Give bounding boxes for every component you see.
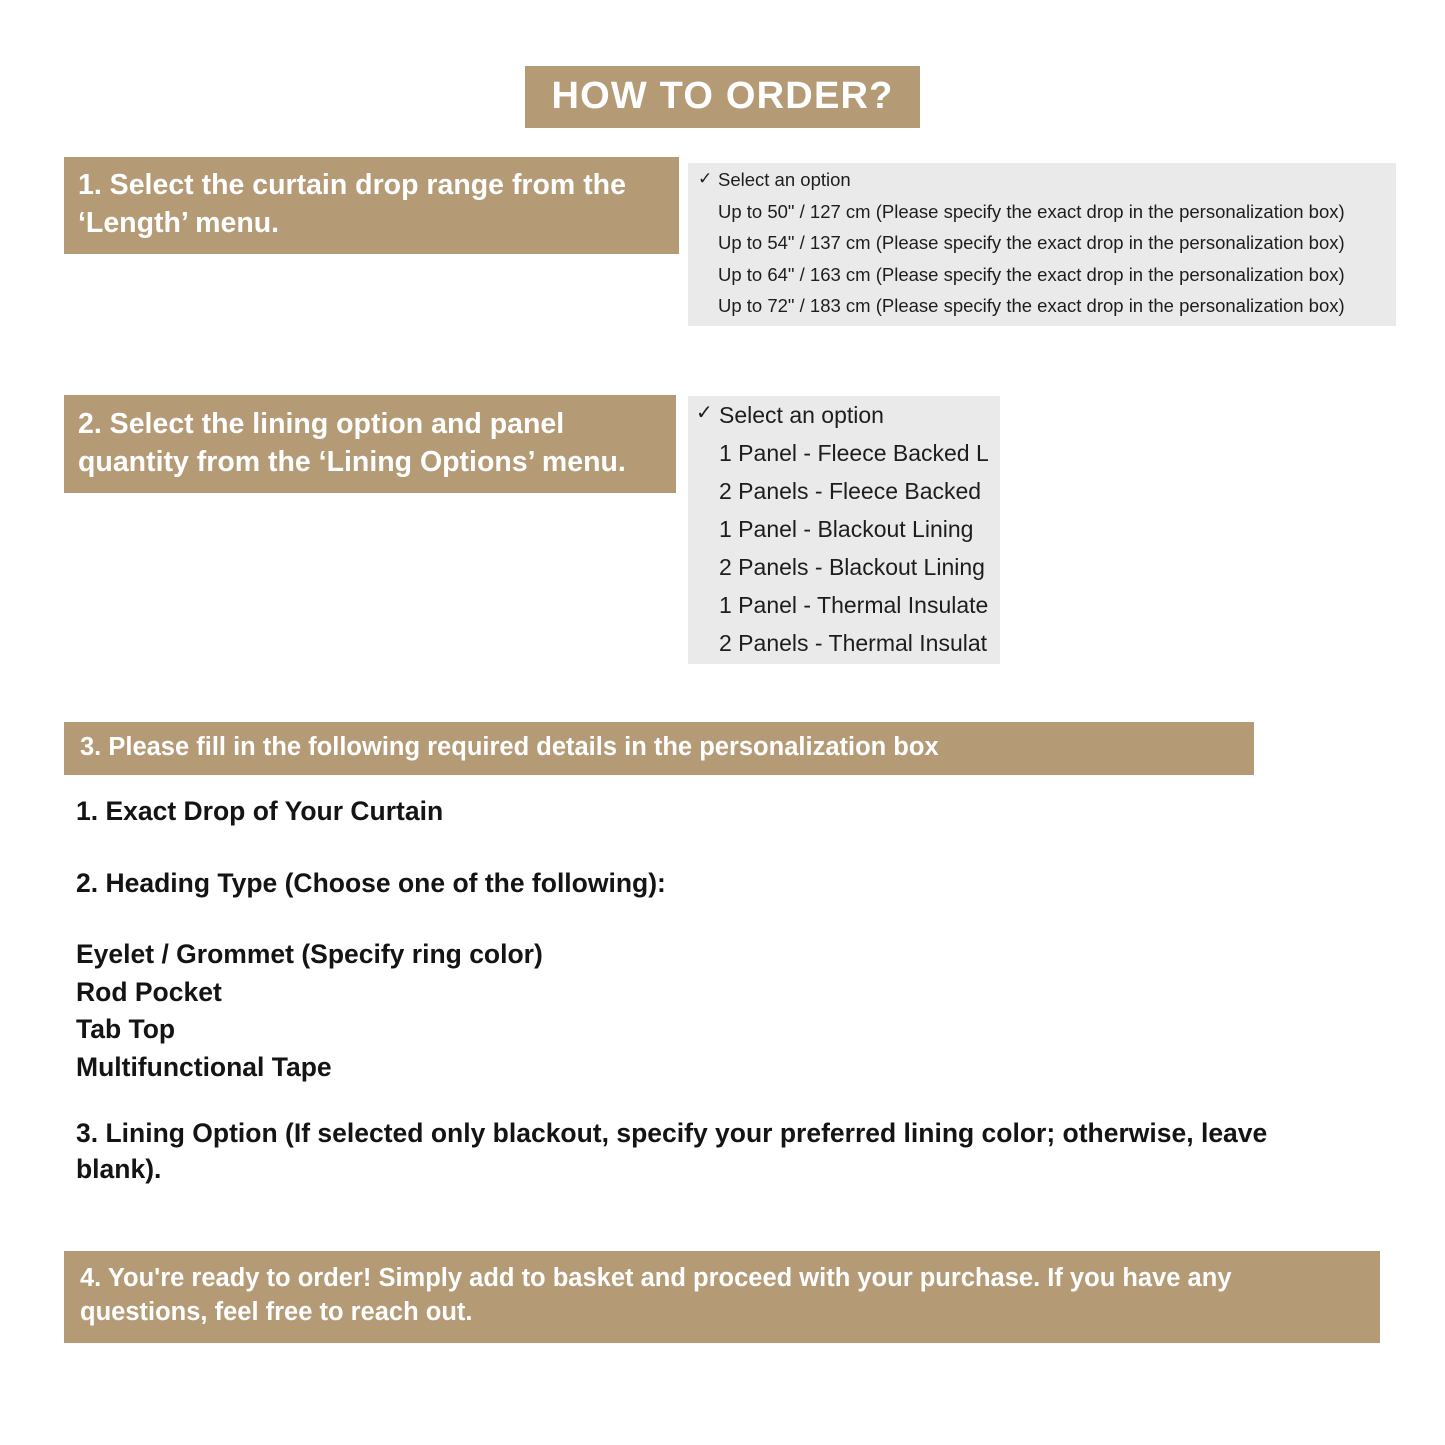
page-title: HOW TO ORDER?	[525, 66, 919, 128]
step-1-banner: 1. Select the curtain drop range from the ‘Length’ menu.	[64, 157, 679, 254]
length-option-3[interactable]: Up to 64" / 163 cm (Please specify the exact drop in the personalization box)	[718, 263, 1345, 285]
length-option-2[interactable]: Up to 54" / 137 cm (Please specify the exact drop in the personalization box)	[718, 232, 1345, 253]
length-option-1[interactable]: Up to 50" / 127 cm (Please specify the exact drop in the personalization box)	[718, 200, 1345, 222]
lining-option-6[interactable]: 2 Panels - Thermal Insulat	[719, 630, 988, 656]
lining-option-3[interactable]: 1 Panel - Blackout Lining	[719, 516, 974, 542]
lining-option-4[interactable]: 2 Panels - Blackout Lining	[719, 554, 985, 580]
detail-item-exact-drop: 1. Exact Drop of Your Curtain	[76, 796, 444, 826]
length-dropdown[interactable]	[688, 163, 1396, 326]
heading-type-rod-pocket: Rod Pocket	[76, 976, 222, 1007]
heading-type-tab-top: Tab Top	[76, 1014, 176, 1045]
heading-type-multifunctional-tape: Multifunctional Tape	[76, 1051, 332, 1082]
lining-option-1[interactable]: 1 Panel - Fleece Backed L	[719, 440, 989, 466]
heading-type-eyelet: Eyelet / Grommet (Specify ring color)	[76, 939, 543, 969]
step-4-banner: 4. You're ready to order! Simply add to basket and proceed with your purchase. If you have any questions, feel free to reach out.	[64, 1251, 1380, 1343]
heading-type-list	[76, 936, 543, 1087]
lining-options-dropdown[interactable]	[688, 396, 1000, 664]
step-3-banner: 3. Please fill in the following required details in the personalization box	[64, 722, 1254, 775]
length-option-4[interactable]: Up to 72" / 183 cm (Please specify the exact drop in the personalization box)	[718, 295, 1345, 316]
lining-option-2[interactable]: 2 Panels - Fleece Backed	[719, 478, 982, 504]
lining-option-0[interactable]: ✓ Select an option	[688, 404, 1000, 427]
length-option-0[interactable]: ✓ Select an option	[688, 171, 1396, 190]
lining-option-5[interactable]: 1 Panel - Thermal Insulate	[719, 592, 989, 618]
detail-item-lining-option: 3. Lining Option (If selected only blackout, specify your preferred lining color; otherwise, leave blank).	[76, 1118, 1268, 1184]
step-2-banner: 2. Select the lining option and panel quantity from the ‘Lining Options’ menu.	[64, 395, 676, 493]
page-title-container	[0, 66, 1445, 128]
detail-item-heading-type: 2. Heading Type (Choose one of the following):	[76, 868, 666, 898]
